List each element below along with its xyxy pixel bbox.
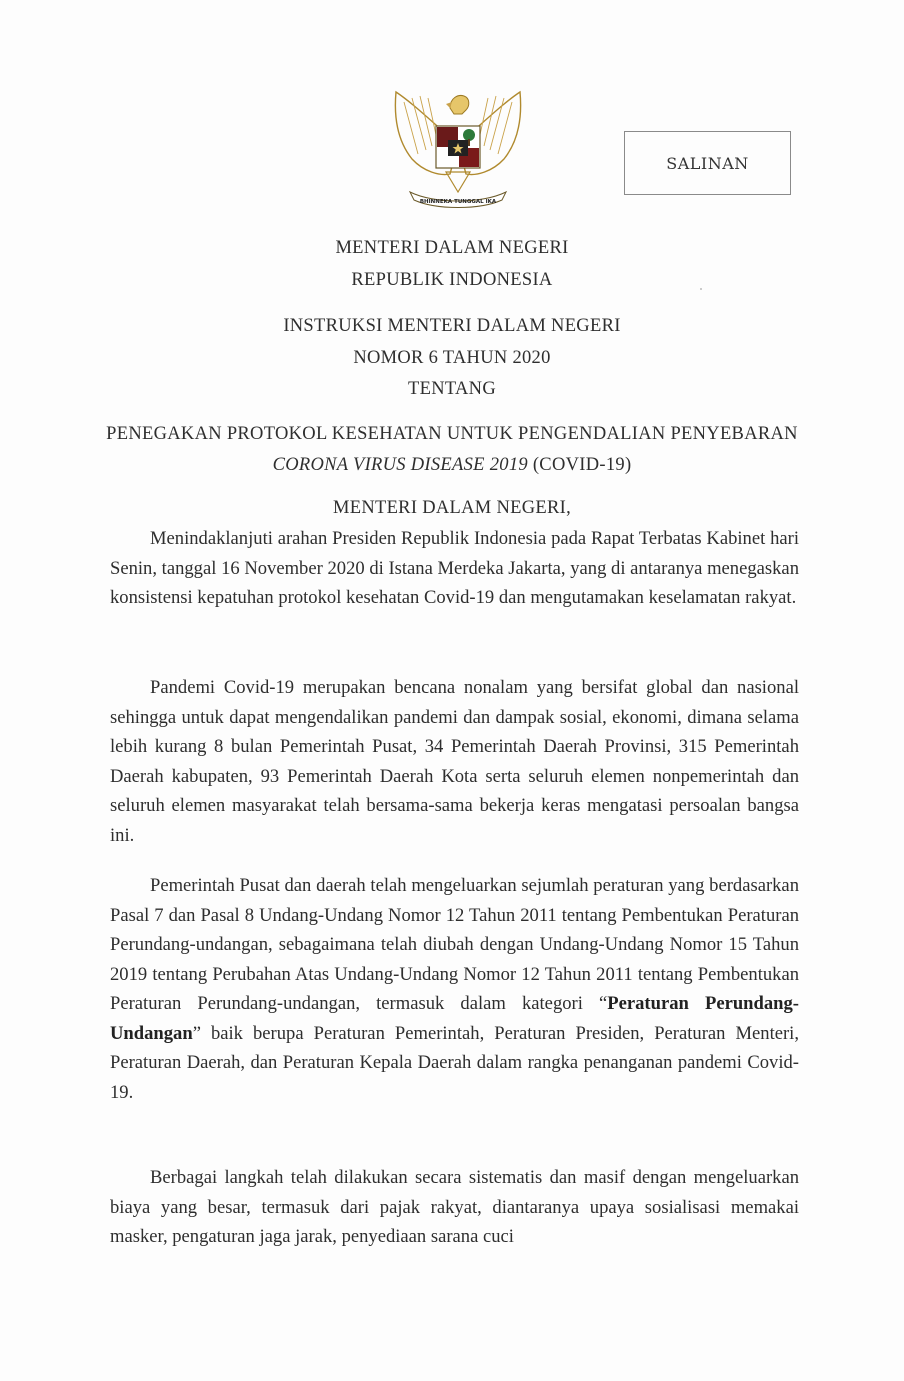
instruction-number: NOMOR 6 TAHUN 2020	[353, 348, 551, 368]
paragraph-2: Pandemi Covid-19 merupakan bencana nonalam yang bersifat global dan nasional sehingga untuk dapat mengendalikan pandemi dan dampak sosial, ekonomi, dimana selama lebih kurang 8 bulan Pemerintah Pusat, 34 Pemerintah Daerah Provinsi, 315 Pemerintah Daerah kabupaten, 93 Pemerintah Daerah Kota serta seluruh elemen nonpemerintah dan seluruh elemen masyarakat telah bersama-sama bekerja keras mengatasi persoalan bangsa ini.	[110, 677, 799, 846]
paragraph-1: Menindaklanjuti arahan Presiden Republik Indonesia pada Rapat Terbatas Kabinet hari Senin, tanggal 16 November 2020 di Istana Merdeka Jakarta, yang di antaranya menegaskan konsistensi kepatuhan protokol kesehatan Covid-19 dan mengutamakan keselamatan rakyat.	[110, 528, 799, 608]
header-line-1: MENTERI DALAM NEGERI	[335, 238, 569, 258]
subject-rest: (COVID-19)	[527, 455, 632, 475]
emblem-motto: BHINNEKA TUNGGAL IKA	[419, 199, 497, 205]
paragraph-4: Berbagai langkah telah dilakukan secara sistematis dan masif dengan mengeluarkan biaya yang besar, termasuk dari pajak rakyat, diantaranya upaya sosialisasi memakai masker, pengaturan jaga jarak, penyediaan sarana cuci	[110, 1167, 799, 1247]
subject-line-2	[0, 455, 904, 476]
paragraph-3-after: ” baik berupa Peraturan Pemerintah, Peraturan Presiden, Peraturan Menteri, Peraturan Daerah, dan Peraturan Kepala Daerah dalam rangka penanganan pandemi Covid-19.	[110, 1022, 799, 1103]
instruction-about: TENTANG	[408, 379, 496, 399]
subject-italic: CORONA VIRUS DISEASE 2019	[272, 455, 528, 475]
paragraph-3-before: Pemerintah Pusat dan daerah telah mengeluarkan sejumlah peraturan yang berdasarkan Pasal 7 dan Pasal 8 Undang-Undang Nomor 12 Tahun 2011 tentang Pembentukan Peraturan Perundang-undangan, sebagaimana telah diubah dengan Undang-Undang Nomor 15 Tahun 2019 tentang Perubahan Atas Undang-Undang Nomor 12 Tahun 2011 tentang Pembentukan Peraturan Perundang-undangan, termasuk dalam kategori “	[110, 875, 799, 1014]
issuer-heading: MENTERI DALAM NEGERI,	[332, 498, 572, 518]
paragraph-3-bold: Peraturan Perundang-Undangan	[110, 993, 799, 1044]
paragraph-3	[110, 871, 799, 1107]
salinan-label: SALINAN	[666, 153, 749, 173]
header-line-2: REPUBLIK INDONESIA	[351, 270, 553, 290]
instruction-title: INSTRUKSI MENTERI DALAM NEGERI	[283, 316, 621, 336]
scan-speck	[700, 288, 702, 290]
salinan-stamp-box	[624, 131, 791, 195]
garuda-pancasila-emblem-icon	[384, 84, 532, 214]
subject-line-1: PENEGAKAN PROTOKOL KESEHATAN UNTUK PENGENDALIAN PENYEBARAN	[106, 424, 798, 444]
